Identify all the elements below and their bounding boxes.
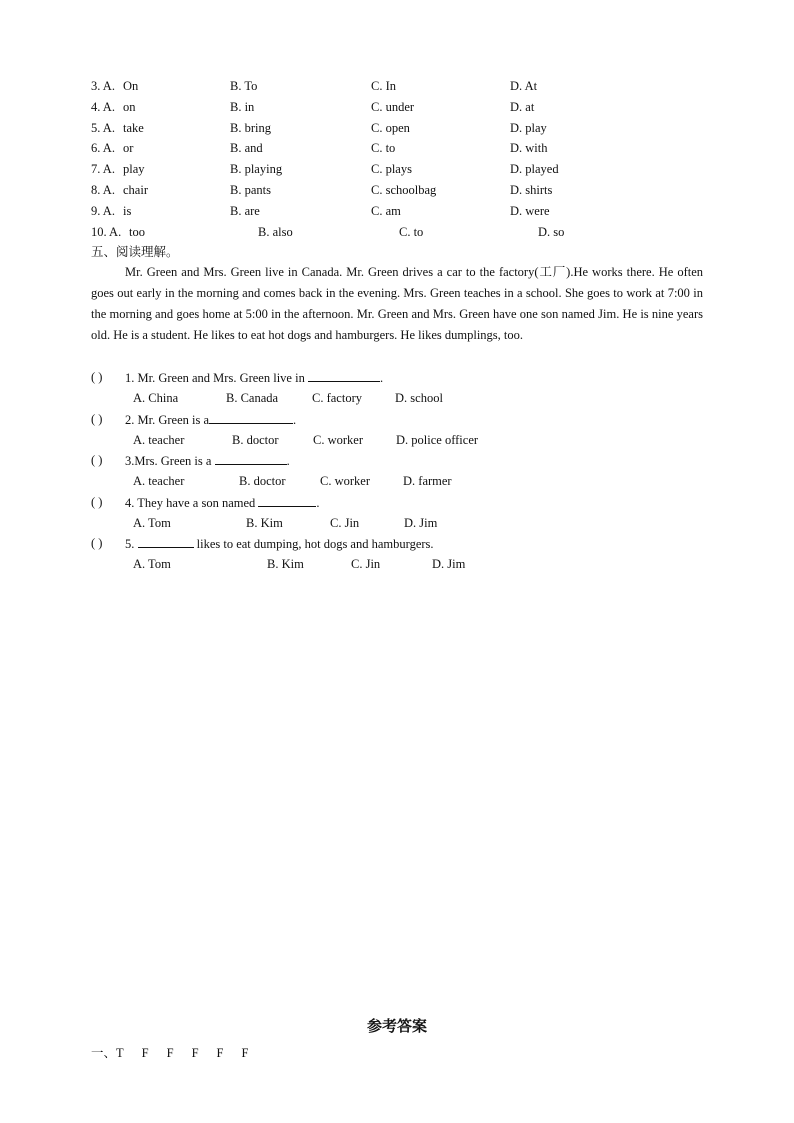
answer-paren[interactable]: ( ) xyxy=(91,495,103,509)
question-text xyxy=(125,367,383,389)
cloze-option-c: C. open xyxy=(371,121,410,135)
choice-option[interactable]: C. worker xyxy=(320,474,370,488)
choice-option[interactable]: B. Kim xyxy=(267,557,304,571)
answer-paren[interactable]: ( ) xyxy=(91,453,103,467)
choice-option[interactable]: C. worker xyxy=(313,433,363,447)
cloze-option-d: D. at xyxy=(510,100,535,114)
choice-option[interactable]: D. Jim xyxy=(404,516,438,530)
question-text xyxy=(125,409,296,431)
cloze-option-d: D. so xyxy=(538,225,565,239)
cloze-option-b: B. bring xyxy=(230,121,271,135)
cloze-option-a: is xyxy=(123,204,132,218)
choice-option[interactable]: B. doctor xyxy=(239,474,286,488)
cloze-option-num: 10. A. xyxy=(91,225,122,239)
answer-section-label: 一、 xyxy=(91,1046,117,1060)
cloze-option-d: D. At xyxy=(510,79,538,93)
cloze-option-c: C. to xyxy=(399,225,424,239)
question-line xyxy=(91,492,691,513)
cloze-option-c: C. under xyxy=(371,100,415,114)
question-stem-end: . xyxy=(316,496,320,510)
answer-line-section-1 xyxy=(91,1042,266,1064)
answer-item: F xyxy=(166,1046,174,1060)
reading-passage: Mr. Green and Mrs. Green live in Canada. Mr. Green drives a car to the factory(工厂).He works there. He often goes out early in the morning and comes back in the evening. Mrs. Green teaches in a school. She goes to work at 7:00 in the morning and goes home at 5:00 in the afternoon. Mr. Green and Mrs. Green have one son named Jim. He is nine years old. He is a student. He likes to eat hot dogs and hamburgers. He likes dumplings, too. xyxy=(91,265,703,342)
cloze-option-b: B. also xyxy=(258,225,293,239)
cloze-option-num: 5. A. xyxy=(91,121,115,135)
question-text xyxy=(125,450,290,472)
answer-item: F xyxy=(141,1046,149,1060)
cloze-option-num: 7. A. xyxy=(91,162,115,176)
cloze-option-c: C. schoolbag xyxy=(371,183,437,197)
cloze-option-d: D. play xyxy=(510,121,547,135)
cloze-option-a: on xyxy=(123,100,136,114)
choice-option[interactable]: D. police officer xyxy=(396,433,479,447)
question-choices xyxy=(133,513,553,534)
cloze-option-b: B. To xyxy=(230,79,258,93)
question-choices xyxy=(133,471,553,492)
cloze-option-num: 4. A. xyxy=(91,100,115,114)
choice-option[interactable]: A. teacher xyxy=(133,433,185,447)
cloze-option-b: B. playing xyxy=(230,162,283,176)
question-stem: 2. Mr. Green is a xyxy=(125,413,210,427)
cloze-option-a: take xyxy=(123,121,144,135)
cloze-option-d: D. shirts xyxy=(510,183,553,197)
cloze-option-num: 6. A. xyxy=(91,141,115,155)
choice-option[interactable]: A. Tom xyxy=(133,557,171,571)
answer-paren[interactable]: ( ) xyxy=(91,412,103,426)
cloze-option-b: B. are xyxy=(230,204,260,218)
choice-option[interactable]: D. school xyxy=(395,391,443,405)
choice-option[interactable]: A. China xyxy=(133,391,179,405)
answer-item: F xyxy=(241,1046,249,1060)
cloze-option-num: 8. A. xyxy=(91,183,115,197)
cloze-option-c: C. to xyxy=(371,141,396,155)
choice-option[interactable]: A. teacher xyxy=(133,474,185,488)
choice-option[interactable]: B. doctor xyxy=(232,433,279,447)
question-stem: 4. They have a son named xyxy=(125,496,259,510)
answer-item: F xyxy=(191,1046,199,1060)
cloze-option-a: or xyxy=(123,141,134,155)
cloze-option-a: play xyxy=(123,162,145,176)
answer-paren[interactable]: ( ) xyxy=(91,536,103,550)
question-line xyxy=(91,367,691,388)
section-title-reading: 五、阅读理解。 xyxy=(91,245,179,259)
cloze-option-c: C. In xyxy=(371,79,396,93)
fill-in-blank[interactable] xyxy=(258,492,316,507)
cloze-option-a: chair xyxy=(123,183,148,197)
cloze-option-num: 9. A. xyxy=(91,204,115,218)
cloze-option-d: D. with xyxy=(510,141,548,155)
question-choices xyxy=(133,554,553,575)
question-stem: 5. xyxy=(125,537,138,551)
cloze-option-b: B. in xyxy=(230,100,255,114)
cloze-option-d: D. were xyxy=(510,204,550,218)
fill-in-blank[interactable] xyxy=(138,533,194,548)
answer-key-title: 参考答案 xyxy=(366,1019,427,1035)
cloze-option-c: C. plays xyxy=(371,162,412,176)
choice-option[interactable]: C. factory xyxy=(312,391,362,405)
cloze-option-b: B. and xyxy=(230,141,263,155)
fill-in-blank[interactable] xyxy=(215,450,287,465)
cloze-option-d: D. played xyxy=(510,162,559,176)
question-text xyxy=(125,492,320,514)
cloze-option-a: On xyxy=(123,79,139,93)
answer-item: F xyxy=(216,1046,224,1060)
fill-in-blank[interactable] xyxy=(209,409,293,424)
cloze-option-num: 3. A. xyxy=(91,79,115,93)
choice-option[interactable]: B. Canada xyxy=(226,391,279,405)
question-stem: 1. Mr. Green and Mrs. Green live in xyxy=(125,371,308,385)
choice-option[interactable]: C. Jin xyxy=(351,557,381,571)
question-choices xyxy=(133,388,553,409)
choice-option[interactable]: B. Kim xyxy=(246,516,283,530)
question-text xyxy=(125,533,434,555)
cloze-option-b: B. pants xyxy=(230,183,271,197)
question-choices xyxy=(133,430,553,451)
question-stem-end: . xyxy=(379,371,384,385)
cloze-option-c: C. am xyxy=(371,204,401,218)
question-line xyxy=(91,450,691,471)
fill-in-blank[interactable] xyxy=(308,367,380,382)
choice-option[interactable]: A. Tom xyxy=(133,516,171,530)
question-stem: 3.Mrs. Green is a xyxy=(125,454,215,468)
question-stem-end: likes to eat dumping, hot dogs and hamburgers. xyxy=(193,537,434,551)
choice-option[interactable]: D. farmer xyxy=(403,474,452,488)
question-line xyxy=(91,533,691,554)
answer-items xyxy=(116,1046,266,1060)
choice-option[interactable]: C. Jin xyxy=(330,516,360,530)
choice-option[interactable]: D. Jim xyxy=(432,557,466,571)
question-line xyxy=(91,409,691,430)
cloze-option-a: too xyxy=(129,225,145,239)
question-stem-end: . xyxy=(286,454,290,468)
question-stem-end: . xyxy=(293,413,297,427)
answer-paren[interactable]: ( ) xyxy=(91,370,103,384)
answer-item: T xyxy=(116,1046,124,1060)
